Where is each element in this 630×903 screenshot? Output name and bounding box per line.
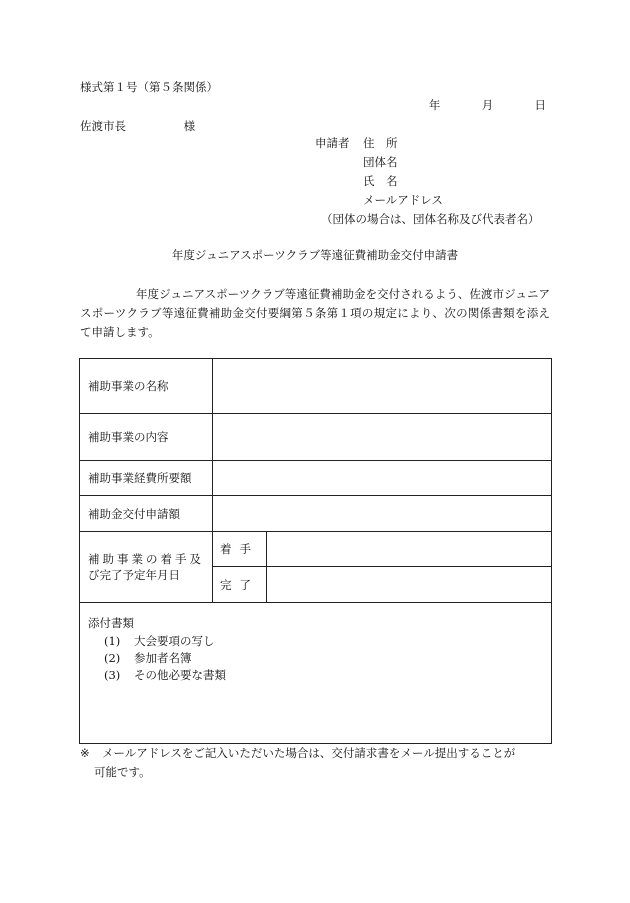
applicant-note: （団体の場合は、団体名称及び代表者名） bbox=[321, 212, 540, 226]
table-row bbox=[80, 461, 552, 496]
attachments-cell bbox=[80, 603, 552, 744]
attachment-number: (1) bbox=[104, 634, 121, 648]
schedule-label bbox=[80, 532, 213, 603]
grant-amount-label: 補助金交付申請額 bbox=[80, 496, 213, 532]
document-title: 年度ジュニアスポーツクラブ等遠征費補助金交付申請書 bbox=[171, 248, 459, 262]
body-paragraph: 年度ジュニアスポーツクラブ等遠征費補助金を交付されるよう、佐渡市ジュニアスポーツクラブ等遠征費補助金交付要綱第５条第１項の規定により、次の関係書類を添えて申請します。 bbox=[80, 287, 550, 339]
footnote-mark: ※ bbox=[80, 746, 90, 760]
list-item bbox=[88, 650, 551, 667]
schedule-label-line1: 補助事業の着手及 bbox=[88, 552, 204, 566]
applicant-address-field: 住 所 bbox=[363, 136, 398, 150]
addressee-name: 佐渡市長 bbox=[80, 119, 126, 133]
schedule-label-line2: び完了予定年月日 bbox=[88, 568, 180, 582]
date-line bbox=[0, 100, 546, 112]
addressee-honorific: 様 bbox=[183, 119, 196, 133]
completion-date-value bbox=[267, 567, 552, 603]
attachment-number: (2) bbox=[104, 651, 121, 665]
attachment-text: 参加者名簿 bbox=[134, 651, 192, 665]
start-label: 着手 bbox=[213, 532, 267, 567]
applicant-email-field: メールアドレス bbox=[363, 193, 443, 207]
date-day-label: 日 bbox=[534, 98, 546, 112]
application-table bbox=[79, 358, 552, 744]
footnote-line2: 可能です。 bbox=[94, 765, 151, 779]
start-date-value bbox=[267, 532, 552, 567]
project-cost-label: 補助事業経費所要額 bbox=[80, 461, 213, 496]
list-item bbox=[88, 667, 551, 684]
applicant-name-field: 氏 名 bbox=[363, 174, 398, 188]
attachments-title: 添付書類 bbox=[88, 616, 134, 630]
completion-label: 完了 bbox=[213, 567, 267, 603]
attachment-number: (3) bbox=[104, 668, 121, 682]
list-item bbox=[88, 633, 551, 650]
grant-amount-value bbox=[213, 496, 552, 532]
project-cost-value bbox=[213, 461, 552, 496]
attachment-text: 大会要項の写し bbox=[134, 634, 215, 648]
applicant-block bbox=[315, 138, 555, 233]
table-row bbox=[80, 359, 552, 414]
applicant-label: 申請者 bbox=[315, 136, 350, 150]
date-month-label: 月 bbox=[481, 98, 494, 112]
project-content-value bbox=[213, 414, 552, 461]
form-number: 様式第１号（第５条関係） bbox=[80, 80, 218, 94]
attachment-text: その他必要な書類 bbox=[134, 668, 226, 682]
addressee bbox=[80, 121, 195, 133]
table-row bbox=[80, 414, 552, 461]
project-name-value bbox=[213, 359, 552, 414]
footnote-line1: メールアドレスをご記入いただいた場合は、交付請求書をメール提出することが bbox=[102, 746, 516, 760]
project-name-label: 補助事業の名称 bbox=[80, 359, 213, 414]
applicant-org-name-field: 団体名 bbox=[363, 155, 398, 169]
table-row bbox=[80, 532, 552, 567]
table-row bbox=[80, 496, 552, 532]
project-content-label: 補助事業の内容 bbox=[80, 414, 213, 461]
table-row bbox=[80, 603, 552, 744]
date-year-label: 年 bbox=[428, 98, 441, 112]
footnote bbox=[80, 744, 555, 782]
